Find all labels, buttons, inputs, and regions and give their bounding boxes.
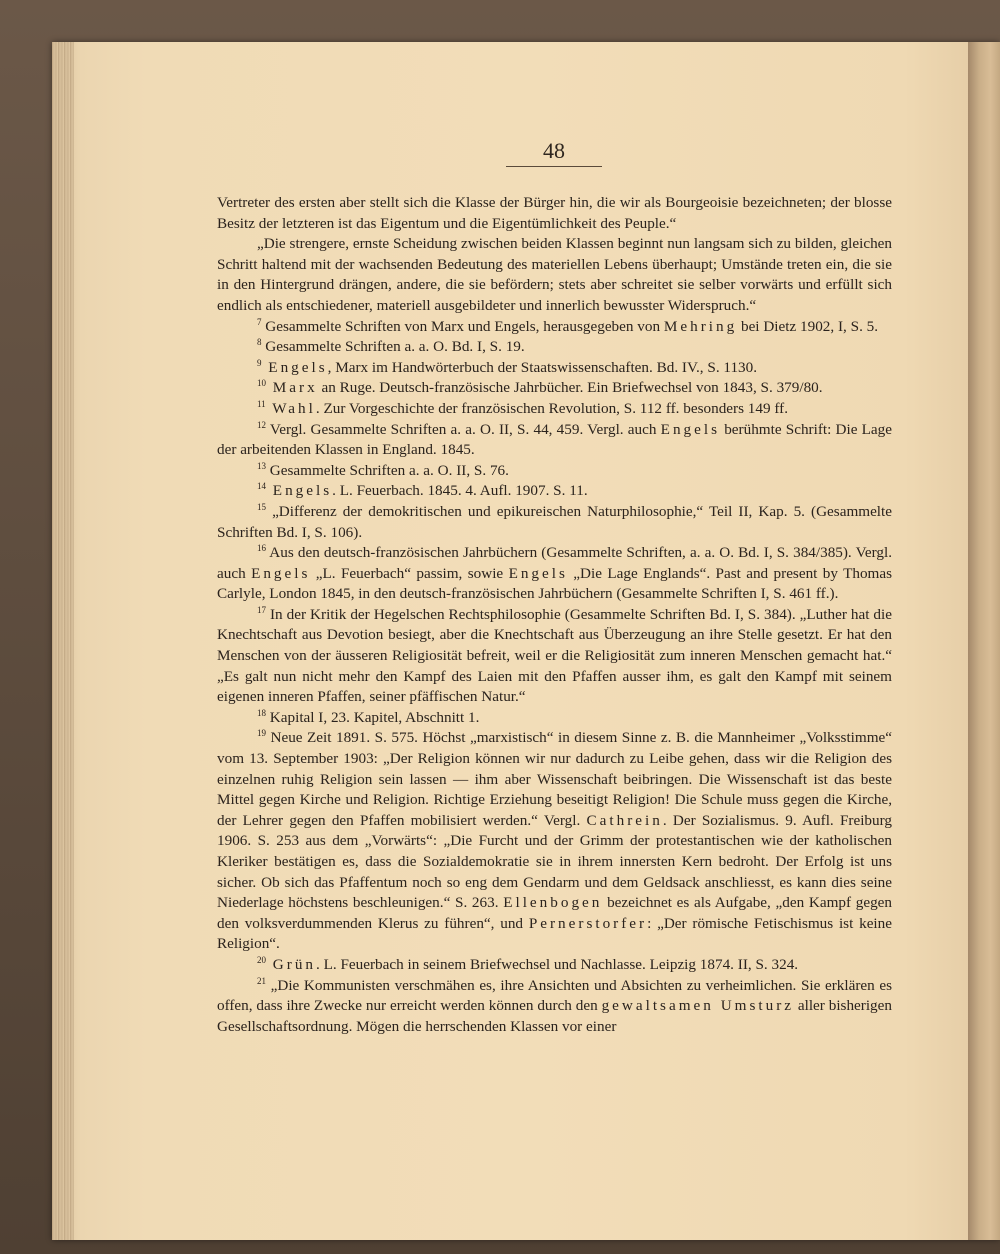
- spaced-name: Engels: [266, 482, 333, 500]
- footnote: [217, 708, 892, 729]
- footnotes: [217, 317, 892, 1038]
- footnote-number: 8: [257, 337, 262, 348]
- page-body: [217, 193, 892, 1037]
- footnote-number: 18: [257, 707, 266, 718]
- footnote: [217, 317, 892, 338]
- footnote-text: Vergl. Gesammelte Schriften a. a. O. II, S. 44, 459. Vergl. auch: [266, 420, 661, 438]
- footnote: [217, 955, 892, 976]
- footnote: [217, 976, 892, 1038]
- book-gutter: [52, 42, 74, 1240]
- footnote: [217, 378, 892, 399]
- spaced-name: Engels: [251, 564, 311, 582]
- spaced-name: gewaltsamen Umsturz: [601, 997, 795, 1015]
- footnote-number: 16: [257, 543, 266, 554]
- footnote-text: berühmte Schrift: Die Lage der arbeitenden Klassen in England. 1845.: [217, 420, 892, 459]
- footnote-number: 10: [257, 378, 266, 389]
- footnote-number: 7: [257, 316, 262, 327]
- footnote-text: „Die Kommunisten verschmähen es, ihre Ansichten und Absichten zu verheimlichen. Sie erklären es offen, dass ihre Zwecke nur erreicht werden können durch den: [217, 976, 892, 1015]
- spaced-name: Ellenbogen: [503, 894, 603, 912]
- footnote-text: bei Dietz 1902, I, S. 5.: [737, 317, 879, 335]
- footnote: [217, 605, 892, 708]
- footnote-number: 14: [257, 481, 266, 492]
- footnote: [217, 728, 892, 955]
- footnote-text: „Die Lage Englands“. Past and present by Thomas Carlyle, London 1845, in den deutsch-französischen Jahrbüchern (Gesammelte Schriften I, S. 461 ff.).: [217, 564, 893, 603]
- footnote-text: Kapital I, 23. Kapitel, Abschnitt 1.: [266, 708, 480, 726]
- footnote: [217, 399, 892, 420]
- footnote-text: In der Kritik der Hegelschen Rechtsphilosophie (Gesammelte Schriften Bd. I, S. 384). „Luther hat die Knechtschaft aus Devotion besiegt, aber die Knechtschaft aus Überzeugung an ihre Stelle gesetzt. Er hat den Menschen von der äusseren Religiosität befreit, weil er die Religiosität zum inneren Menschen gemacht hat.“ „Es galt nun nicht mehr den Kampf des Laien mit den Pfaffen ausser ihm, es galt den Kampf mit seinem eigenen inneren Pfaffen, seiner pfäffischen Natur.“: [217, 605, 892, 706]
- footnote-text: . Zur Vorgeschichte der französischen Revolution, S. 112 ff. besonders 149 ff.: [315, 399, 789, 417]
- footnote-number: 12: [257, 419, 266, 430]
- spaced-name: Mehring: [663, 317, 738, 335]
- footnote: [217, 543, 892, 605]
- footnote-text: „Differenz der demokritischen und epikureischen Naturphilosophie,“ Teil II, Kap. 5. (Gesammelte Schriften Bd. I, S. 106).: [217, 502, 892, 541]
- footnote: [217, 502, 892, 543]
- footnote-text: . L. Feuerbach in seinem Briefwechsel und Nachlasse. Leipzig 1874. II, S. 324.: [316, 955, 799, 973]
- spaced-name: Grün: [266, 955, 317, 973]
- spaced-name: Pernerstorfer: [528, 914, 648, 932]
- paragraph: Vertreter des ersten aber stellt sich die Klasse der Bürger hin, die wir als Bourgeoisie bezeichneten; der blosse Besitz der letzteren ist das Eigentum und die Eigentümlichkeit des Peuple.“: [217, 194, 892, 232]
- footnote-text: Neue Zeit 1891. S. 575. Höchst „marxistisch“ in diesem Sinne z. B. die Mannheimer „Volksstimme“ vom 13. September 1903: „Der Religion können wir nur dadurch zu Leibe gehen, dass wir die Religion des einzelnen ruhig Religion sein lassen — ihm aber Wissenschaft beibringen. Die Wissenschaft ist das beste Mittel gegen Kirche und Religion. Richtige Erziehung beseitigt Religion! Die Schule muss gegen die Kirche, der Lehrer gegen den Pfaffen mobilisiert werden.“ Vergl.: [217, 729, 892, 829]
- footnote-text: „L. Feuerbach“ passim, sowie: [310, 564, 509, 582]
- page-edge: [968, 42, 1000, 1240]
- footnote-text: . L. Feuerbach. 1845. 4. Aufl. 1907. S. 11.: [332, 482, 588, 500]
- footnote-number: 19: [257, 728, 266, 739]
- footnote-text: bezeichnet es als Aufgabe, „den Kampf gegen den volksverdummenden Klerus zu führen“, und: [217, 894, 892, 932]
- spaced-name: Engels: [508, 564, 568, 582]
- footnote-number: 21: [257, 975, 266, 986]
- footnote-text: Aus den deutsch-französischen Jahrbüchern (Gesammelte Schriften, a. a. O. Bd. I, S. 384/385). Vergl. auch: [217, 544, 892, 582]
- spaced-name: Wahl: [265, 399, 316, 417]
- footnote-text: an Ruge. Deutsch-französische Jahrbücher. Ein Briefwechsel von 1843, S. 379/80.: [317, 379, 823, 397]
- footnote-text: Gesammelte Schriften a. a. O. II, S. 76.: [266, 461, 509, 479]
- footnote-number: 9: [257, 357, 262, 368]
- footnote-text: : „Der römische Fetischismus ist keine Religion“.: [217, 914, 892, 953]
- footnote: [217, 358, 892, 379]
- footnote-text: , Marx im Handwörterbuch der Staatswissenschaften. Bd. IV., S. 1130.: [327, 358, 758, 376]
- footnote-number: 20: [257, 954, 266, 965]
- spaced-name: Engels: [660, 420, 721, 438]
- footnote: [217, 337, 892, 358]
- spaced-name: Marx: [266, 379, 318, 397]
- footnote-number: 17: [257, 604, 266, 615]
- footnote: [217, 461, 892, 482]
- spaced-name: Cathrein: [586, 811, 663, 829]
- footnote-text: aller bisherigen Gesellschaftsordnung. Mögen die herrschenden Klassen vor einer: [217, 997, 892, 1035]
- spaced-name: Engels: [261, 358, 328, 376]
- paragraph: „Die strengere, ernste Scheidung zwischen beiden Klassen beginnt nun langsam sich zu bilden, gleichen Schritt haltend mit der wachsenden Bedeutung des materiellen Lebens überhaupt; Umstände treten ein, die sie in den Hintergrund drängen, andere, die sie befördern; stets aber schreitet sie selber vorwärts und erfüllt sich endlich als entschiedener, materiell ausgebildeter und innerlich bewusster Widerspruch.“: [217, 235, 892, 314]
- footnote-number: 13: [257, 460, 266, 471]
- footnote-text: . Der Sozialismus. 9. Aufl. Freiburg 1906. S. 253 aus dem „Vorwärts“: „Die Furcht und der Grimm der protestantischen wie der katholischen Kleriker bestätigen es, dass die Sozialdemokratie sie in ihrem innersten Kern bedroht. Der Erfolg ist uns sicher. Ob sich das Pfaffentum noch so eng dem Gendarm und dem Geldsack anschliesst, es kann dies seine Niederlage höchstens beschleunigen.“ S. 263.: [217, 811, 892, 912]
- footnote-text: Gesammelte Schriften von Marx und Engels, herausgegeben von: [261, 317, 664, 335]
- page-number-rule: [506, 166, 602, 167]
- footnote-text: Gesammelte Schriften a. a. O. Bd. I, S. 19.: [261, 338, 525, 356]
- page-number: 48: [543, 138, 565, 163]
- footnote-number: 11: [257, 398, 266, 409]
- footnote: [217, 420, 892, 461]
- footnote-number: 15: [257, 501, 266, 512]
- footnote: [217, 481, 892, 502]
